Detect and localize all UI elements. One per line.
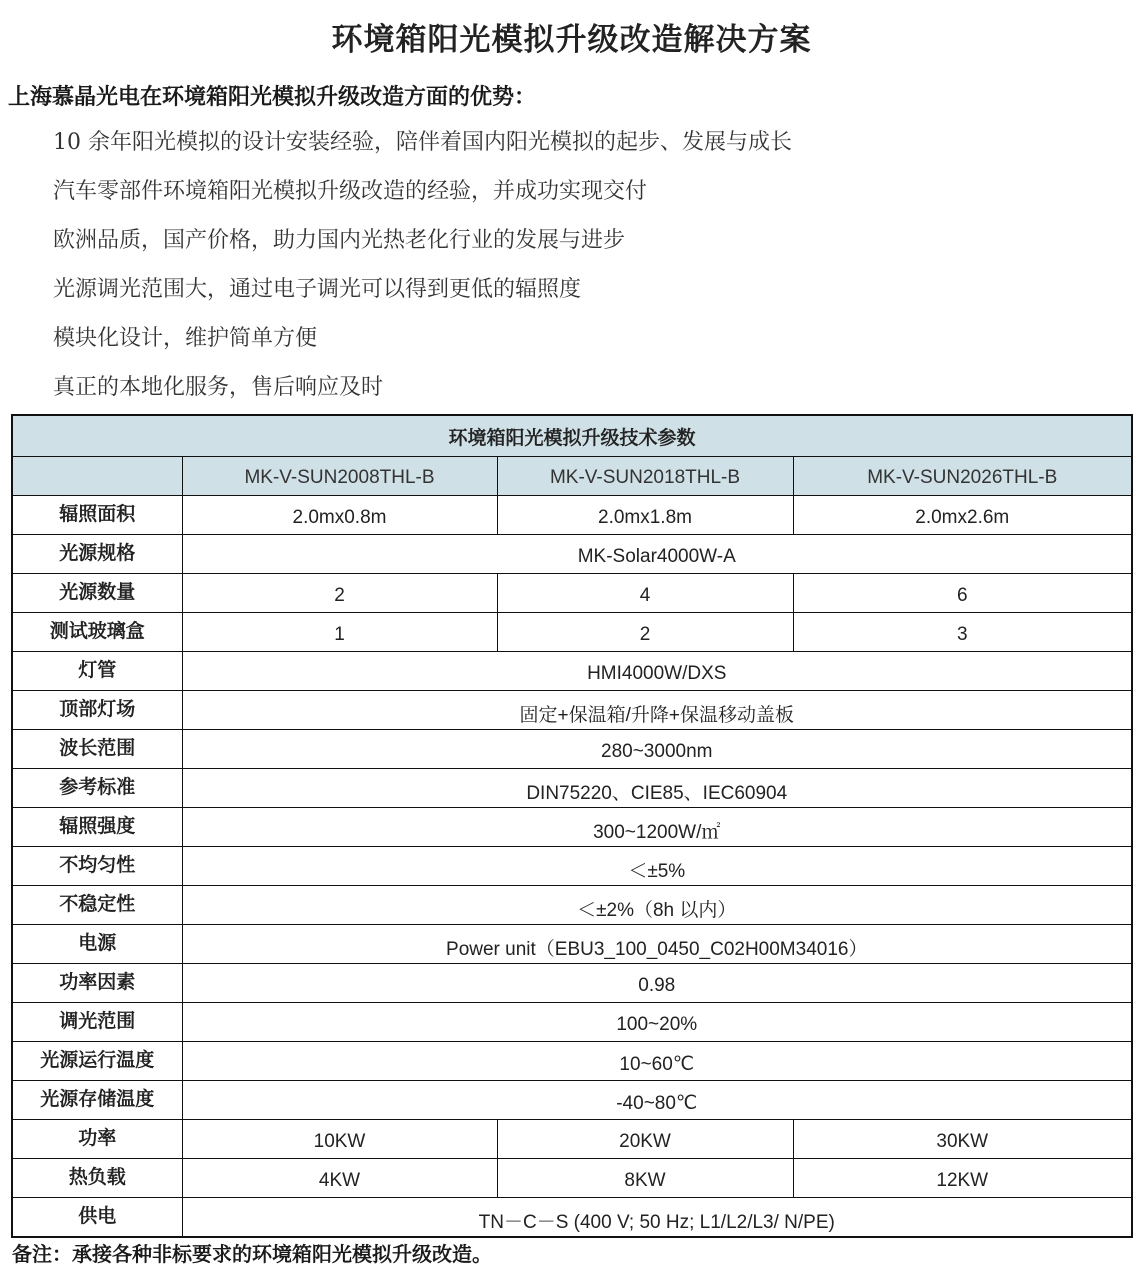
table-row [12, 1198, 1132, 1238]
table-row [12, 1081, 1132, 1120]
row-value-merged: 固定+保温箱/升降+保温移动盖板 [182, 691, 1132, 730]
row-value: 4 [497, 574, 793, 613]
table-row [12, 1003, 1132, 1042]
advantage-item: 汽车零部件环境箱阳光模拟升级改造的经验，并成功实现交付 [53, 179, 648, 204]
row-value-merged: 100~20% [182, 1003, 1132, 1042]
row-label: 电源 [12, 925, 182, 964]
table-row [12, 847, 1132, 886]
table-model-row [12, 457, 1132, 496]
row-value-merged: 280~3000nm [182, 730, 1132, 769]
model-header: MK-V-SUN2008THL-B [182, 457, 497, 496]
row-value-merged: DIN75220、CIE85、IEC60904 [182, 769, 1132, 808]
table-row [12, 886, 1132, 925]
row-label: 光源规格 [12, 535, 182, 574]
table-row [12, 1159, 1132, 1198]
row-value: 1 [182, 613, 497, 652]
row-value: 2.0mx1.8m [497, 496, 793, 535]
row-value: 20KW [497, 1120, 793, 1159]
row-value-merged: 0.98 [182, 964, 1132, 1003]
table-row [12, 1120, 1132, 1159]
row-value-merged: -40~80℃ [182, 1081, 1132, 1120]
row-value: 4KW [182, 1159, 497, 1198]
row-value: 30KW [793, 1120, 1132, 1159]
table-row [12, 1042, 1132, 1081]
table-caption: 环境箱阳光模拟升级技术参数 [12, 415, 1132, 457]
table-caption-row [12, 415, 1132, 457]
row-value: 2.0mx2.6m [793, 496, 1132, 535]
advantage-item: 光源调光范围大，通过电子调光可以得到更低的辐照度 [53, 277, 582, 302]
row-value: 3 [793, 613, 1132, 652]
table-row [12, 730, 1132, 769]
row-value-merged: ＜±5% [182, 847, 1132, 886]
row-value: 6 [793, 574, 1132, 613]
spec-table [11, 414, 1133, 1238]
row-label: 光源运行温度 [12, 1042, 182, 1081]
row-value: 12KW [793, 1159, 1132, 1198]
table-corner-cell [12, 457, 182, 496]
advantages-list [53, 124, 792, 418]
model-header: MK-V-SUN2018THL-B [497, 457, 793, 496]
row-label: 灯管 [12, 652, 182, 691]
row-value: 2 [182, 574, 497, 613]
row-value-merged: HMI4000W/DXS [182, 652, 1132, 691]
table-row [12, 925, 1132, 964]
row-value-merged: 10~60℃ [182, 1042, 1132, 1081]
table-row [12, 652, 1132, 691]
table-row [12, 613, 1132, 652]
row-label: 光源数量 [12, 574, 182, 613]
row-label: 调光范围 [12, 1003, 182, 1042]
section-heading: 上海慕晶光电在环境箱阳光模拟升级改造方面的优势： [8, 85, 537, 110]
table-row [12, 808, 1132, 847]
row-label: 波长范围 [12, 730, 182, 769]
row-label: 参考标准 [12, 769, 182, 808]
row-label: 顶部灯场 [12, 691, 182, 730]
row-label: 不稳定性 [12, 886, 182, 925]
row-label: 光源存储温度 [12, 1081, 182, 1120]
row-label: 不均匀性 [12, 847, 182, 886]
model-header: MK-V-SUN2026THL-B [793, 457, 1132, 496]
advantage-item: 真正的本地化服务，售后响应及时 [53, 375, 384, 400]
row-value: 2.0mx0.8m [182, 496, 497, 535]
table-row [12, 691, 1132, 730]
page-title: 环境箱阳光模拟升级改造解决方案 [331, 22, 812, 58]
row-value: 10KW [182, 1120, 497, 1159]
table-row [12, 574, 1132, 613]
row-value-merged: ＜±2%（8h 以内） [182, 886, 1132, 925]
advantage-item: 模块化设计，维护简单方便 [53, 326, 318, 351]
advantage-item: 欧洲品质，国产价格，助力国内光热老化行业的发展与进步 [53, 228, 626, 253]
row-value-merged: 300~1200W/㎡ [182, 808, 1132, 847]
row-label: 功率 [12, 1120, 182, 1159]
row-label: 热负载 [12, 1159, 182, 1198]
row-value-merged: TN－C－S (400 V; 50 Hz; L1/L2/L3/ N/PE) [182, 1198, 1132, 1238]
footnote: 备注：承接各种非标要求的环境箱阳光模拟升级改造。 [12, 1242, 492, 1266]
row-value: 2 [497, 613, 793, 652]
row-label: 供电 [12, 1198, 182, 1238]
row-value-merged: MK-Solar4000W-A [182, 535, 1132, 574]
table-row [12, 496, 1132, 535]
table-row [12, 535, 1132, 574]
row-label: 辐照强度 [12, 808, 182, 847]
row-label: 功率因素 [12, 964, 182, 1003]
table-row [12, 964, 1132, 1003]
row-label: 辐照面积 [12, 496, 182, 535]
advantage-item: 10 余年阳光模拟的设计安装经验，陪伴着国内阳光模拟的起步、发展与成长 [53, 130, 792, 155]
row-value-merged: Power unit（EBU3_100_0450_C02H00M34016） [182, 925, 1132, 964]
row-label: 测试玻璃盒 [12, 613, 182, 652]
table-row [12, 769, 1132, 808]
row-value: 8KW [497, 1159, 793, 1198]
